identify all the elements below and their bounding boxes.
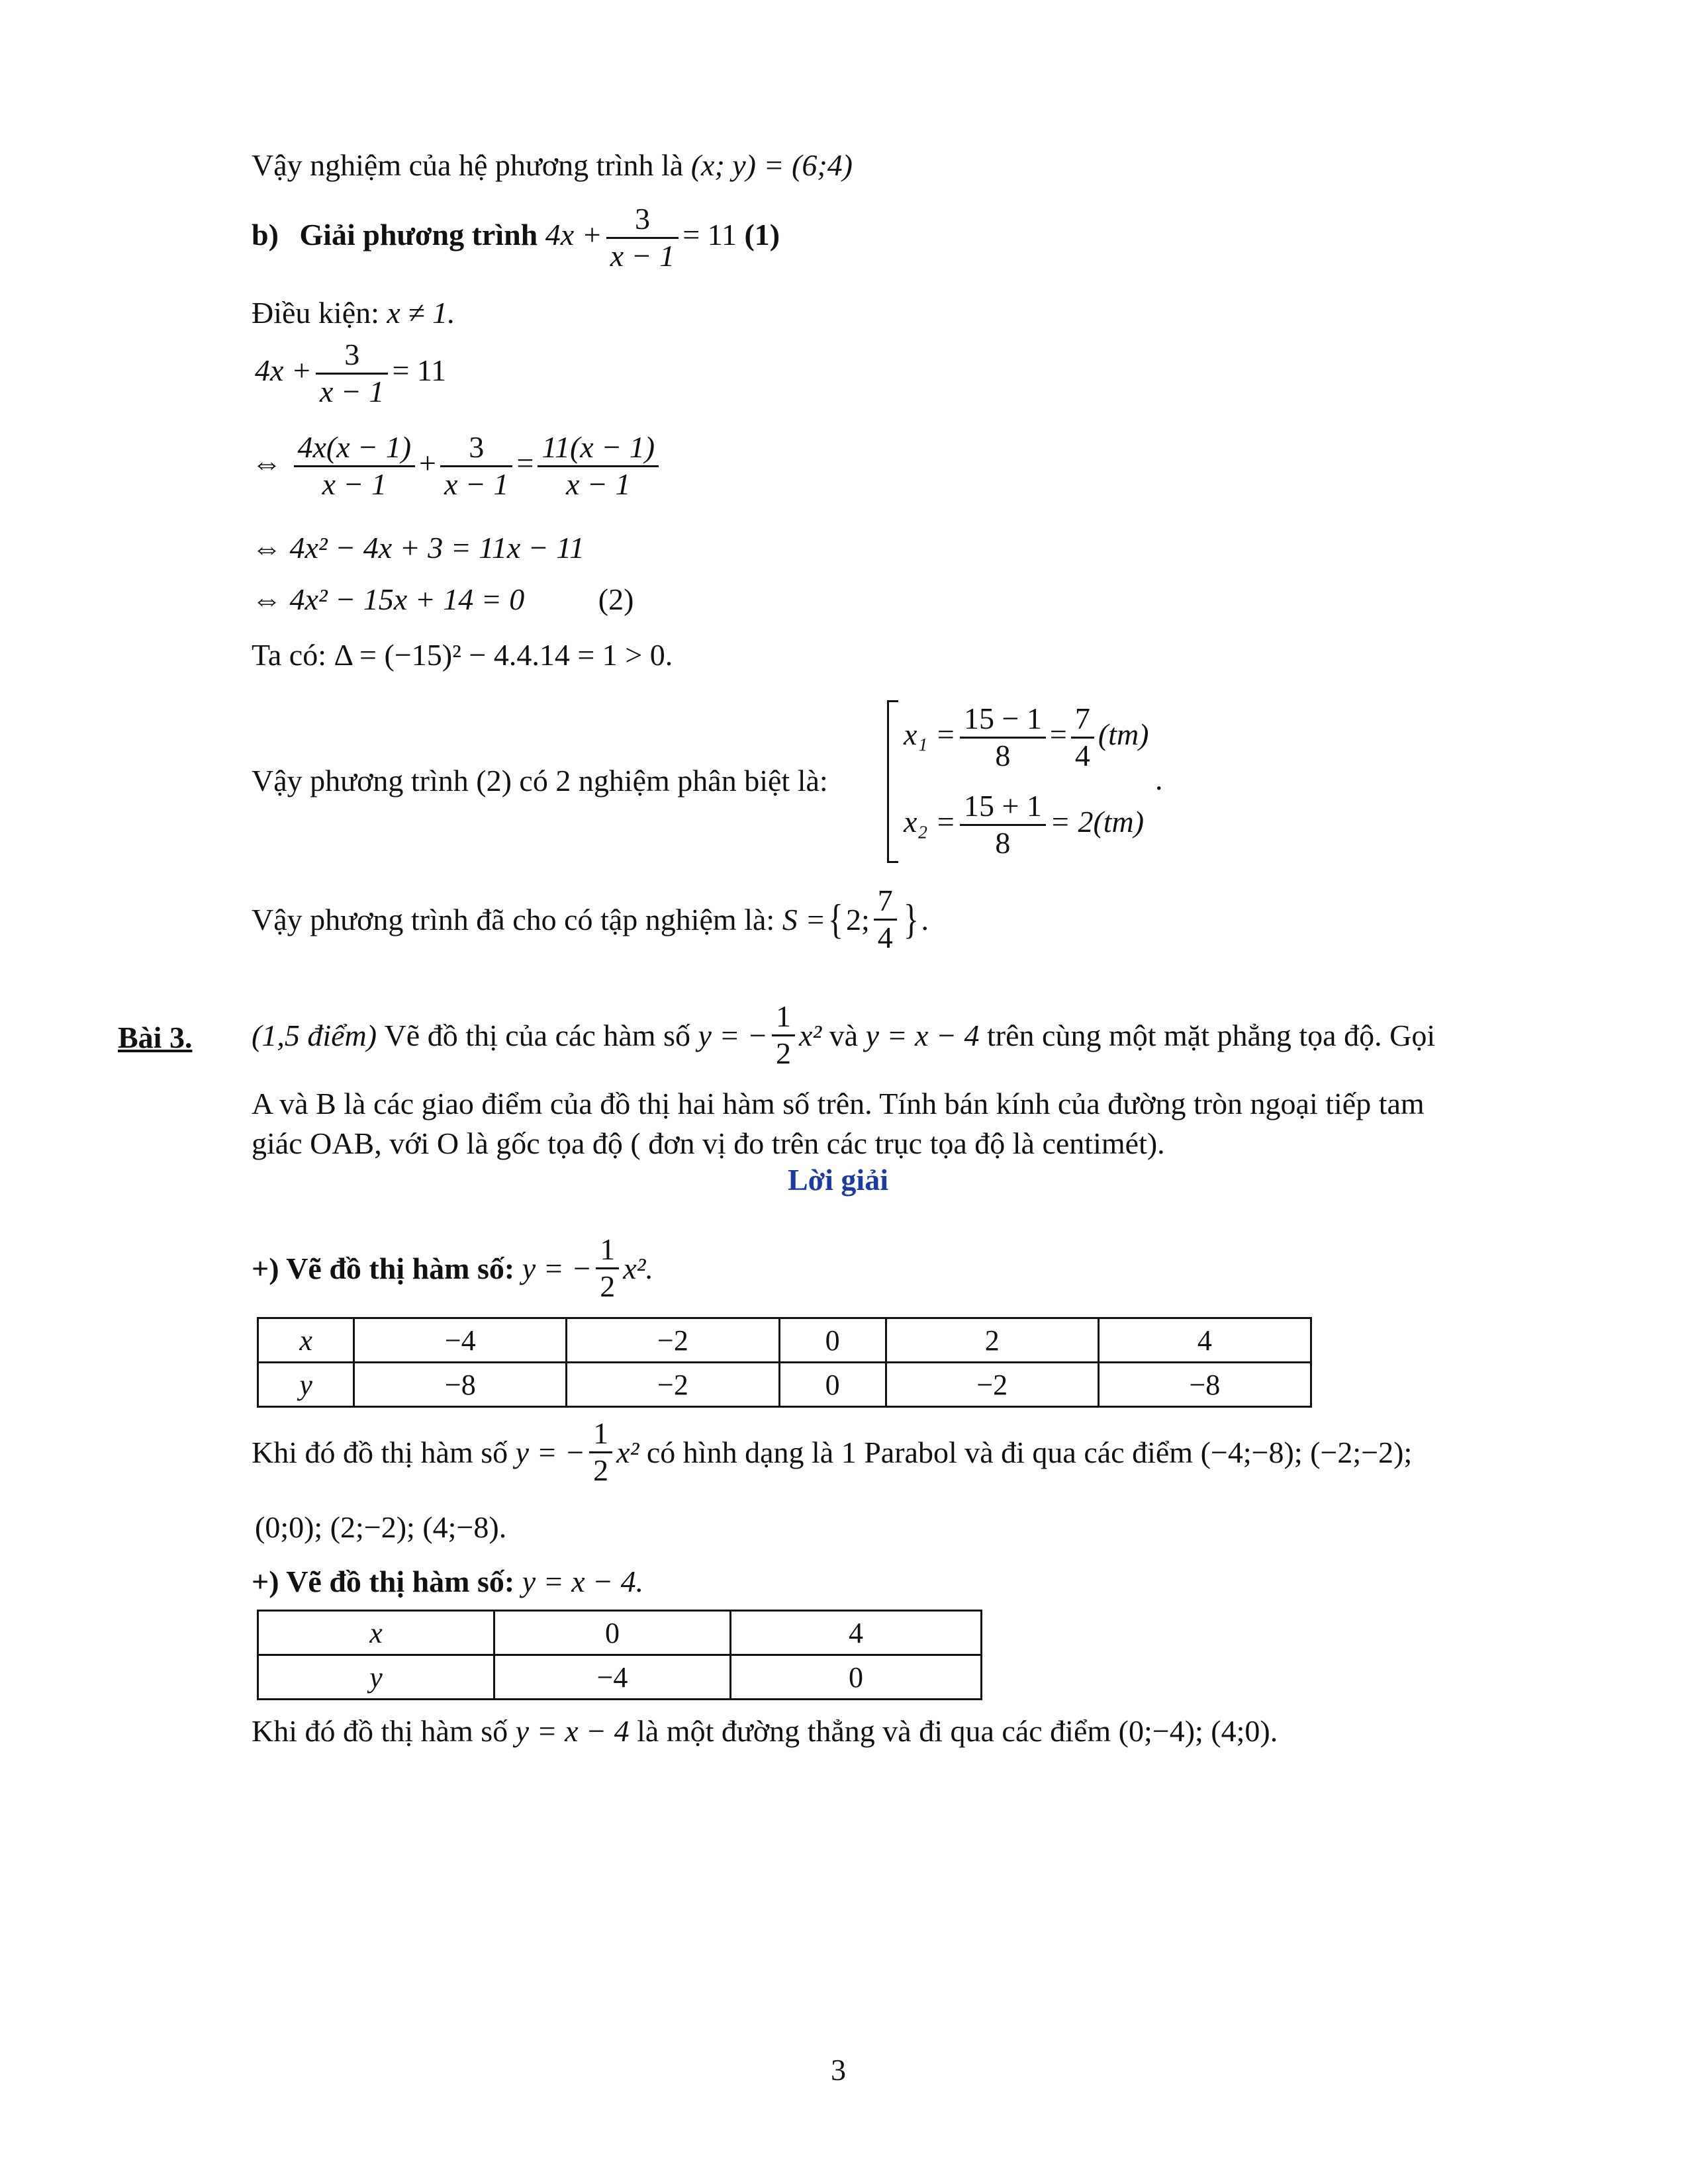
math: y = x − 4.: [522, 1565, 644, 1598]
math: S =: [782, 902, 826, 936]
page-number: 3: [831, 2053, 846, 2087]
math: ⇔ 4x² − 15x + 14 = 0: [252, 582, 525, 616]
math: (tm): [1098, 717, 1149, 751]
table-cell: −2: [567, 1363, 779, 1407]
table-cell: −2: [567, 1318, 779, 1363]
fraction: [1071, 702, 1094, 774]
roots-dot: .: [1155, 762, 1163, 796]
denominator: x − 1: [319, 374, 385, 408]
condition-line: [252, 295, 455, 331]
math: x ≠ 1.: [387, 296, 455, 330]
denominator: x − 1: [444, 467, 509, 501]
punctuation: .: [921, 902, 929, 936]
math: (0;−4); (4;0).: [1118, 1714, 1278, 1748]
table-cell: 4: [731, 1611, 982, 1655]
graph-heading-1: [252, 1232, 653, 1304]
text: có hình dạng là 1 Parabol và đi qua các điểm: [646, 1435, 1194, 1469]
table-cell: 0: [779, 1363, 886, 1407]
denominator: 2: [775, 1036, 791, 1070]
numerator: 4x(x − 1): [294, 430, 416, 467]
denominator: x − 1: [566, 467, 631, 501]
table-row: [258, 1611, 982, 1655]
fraction: [538, 430, 659, 502]
equation-step-3: ⇔ 4x² − 4x + 3 = 11x − 11: [252, 531, 585, 565]
numerator: 15 + 1: [960, 789, 1046, 826]
table-cell: x: [258, 1611, 494, 1655]
equation-tag: (2): [598, 582, 634, 616]
denominator: 8: [995, 825, 1011, 860]
text: Điều kiện:: [252, 296, 379, 330]
brace: }: [903, 895, 919, 942]
table-cell: −8: [1098, 1363, 1311, 1407]
problem-statement-line-2: A và B là các giao điểm của đồ thị hai hàm số trên. Tính bán kính của đường tròn ngoại tiếp tam: [252, 1087, 1425, 1120]
math: = 11: [392, 353, 447, 387]
solution-set-line: [252, 884, 929, 956]
value-table-line: [257, 1610, 982, 1700]
solution-line: [252, 147, 853, 183]
parabola-points: (0;0); (2;−2); (4;−8).: [255, 1510, 507, 1544]
numerator: 3: [316, 338, 388, 375]
math: y = x − 4: [865, 1018, 980, 1052]
table-cell: 4: [1098, 1318, 1311, 1363]
parabola-description: [252, 1416, 1412, 1488]
text: và: [829, 1018, 859, 1052]
table-cell: −8: [354, 1363, 567, 1407]
fraction: [874, 884, 897, 956]
root-1: [904, 702, 1149, 774]
graph-heading-2: [252, 1563, 643, 1600]
fraction: [316, 338, 388, 410]
part-label: b): [252, 217, 279, 251]
root-2: [904, 789, 1144, 861]
part-b-heading: [252, 202, 780, 274]
table-cell: −2: [886, 1363, 1098, 1407]
numerator: 3: [606, 202, 679, 239]
brace: {: [828, 895, 844, 942]
math: Δ = (−15)² − 4.4.14 = 1 > 0.: [334, 638, 673, 672]
table-row: [258, 1363, 1311, 1407]
math: y = x − 4: [515, 1714, 630, 1748]
table-cell: 0: [494, 1611, 731, 1655]
solution-heading: Lời giải: [788, 1163, 888, 1197]
table-cell: x: [258, 1318, 354, 1363]
math: 4x +: [255, 353, 312, 387]
numerator: 7: [1071, 702, 1094, 739]
math: x²: [616, 1435, 639, 1469]
text: trên cùng một mặt phẳng tọa độ. Gọi: [987, 1018, 1436, 1052]
table-cell: 2: [886, 1318, 1098, 1363]
text: Vậy nghiệm của hệ phương trình là: [252, 148, 684, 182]
text: Khi đó đồ thị hàm số: [252, 1714, 508, 1748]
equivalence-arrow: ⇔: [252, 445, 282, 480]
operator: =: [516, 445, 534, 480]
text: +) Vẽ đồ thị hàm số:: [252, 1251, 515, 1285]
roots-label: Vậy phương trình (2) có 2 nghiệm phân biệt là:: [252, 764, 828, 797]
table-cell: y: [258, 1363, 354, 1407]
text: Khi đó đồ thị hàm số: [252, 1435, 508, 1469]
system-bracket: [887, 700, 898, 863]
fraction: [606, 202, 679, 274]
math: (−4;−8);: [1200, 1435, 1303, 1469]
problem-statement-line-1: [252, 999, 1435, 1071]
math: = 11: [682, 217, 737, 251]
text: Vậy phương trình đã cho có tập nghiệm là:: [252, 902, 775, 936]
table-row: [258, 1655, 982, 1700]
table-cell: y: [258, 1655, 494, 1700]
points: (1,5 điểm): [252, 1018, 377, 1052]
value-table-parabola: [257, 1317, 1312, 1408]
denominator: 4: [877, 920, 893, 954]
math: y = −: [522, 1251, 592, 1285]
numerator: 1: [596, 1232, 619, 1269]
math: x₂ =: [904, 804, 956, 839]
table-cell: 0: [731, 1655, 982, 1700]
numerator: 11(x − 1): [538, 430, 659, 467]
math: (−2;−2);: [1310, 1435, 1413, 1469]
math: (x; y) = (6;4): [690, 148, 853, 182]
text: +) Vẽ đồ thị hàm số:: [252, 1565, 515, 1598]
denominator: x − 1: [610, 238, 675, 273]
text: là một đường thẳng và đi qua các điểm: [637, 1714, 1111, 1748]
fraction: [772, 999, 795, 1071]
denominator: 8: [995, 738, 1011, 772]
table-cell: 0: [779, 1318, 886, 1363]
table-row: [258, 1318, 1311, 1363]
equation-step-4: [252, 581, 633, 617]
fraction: [440, 430, 512, 502]
denominator: 4: [1074, 738, 1090, 772]
math: 2;: [845, 902, 870, 936]
numerator: 15 − 1: [960, 702, 1046, 739]
denominator: 2: [593, 1453, 609, 1487]
fraction: [960, 702, 1046, 774]
problem-statement-line-3: giác OAB, với O là gốc tọa độ ( đơn vị đo trên các trục tọa độ là centimét).: [252, 1126, 1165, 1160]
math: y = −: [698, 1018, 768, 1052]
discriminant-line: [252, 637, 673, 673]
equation-step-2: [252, 430, 663, 502]
problem-label: Bài 3.: [118, 1021, 193, 1054]
math: x²: [798, 1018, 822, 1052]
line-description: [252, 1713, 1278, 1749]
denominator: x − 1: [322, 467, 387, 501]
fraction: [960, 789, 1046, 861]
numerator: 3: [440, 430, 512, 467]
fraction: [294, 430, 416, 502]
numerator: 7: [874, 884, 897, 921]
math: x₁ =: [904, 717, 956, 751]
fraction: [596, 1232, 619, 1304]
table-cell: −4: [354, 1318, 567, 1363]
equation-tag: (1): [744, 217, 780, 251]
numerator: 1: [589, 1416, 612, 1453]
equation-step-1: [255, 338, 446, 410]
text: Vẽ đồ thị của các hàm số: [384, 1018, 690, 1052]
math: 4x +: [545, 217, 602, 251]
math: y = −: [515, 1435, 586, 1469]
math: x².: [623, 1251, 653, 1285]
operator: =: [1049, 717, 1067, 751]
operator: +: [419, 445, 436, 480]
table-cell: −4: [494, 1655, 731, 1700]
numerator: 1: [772, 999, 795, 1036]
denominator: 2: [600, 1269, 616, 1303]
math: = 2(tm): [1049, 804, 1145, 839]
part-title: Giải phương trình: [299, 217, 538, 251]
fraction: [589, 1416, 612, 1488]
text: Ta có:: [252, 638, 327, 672]
